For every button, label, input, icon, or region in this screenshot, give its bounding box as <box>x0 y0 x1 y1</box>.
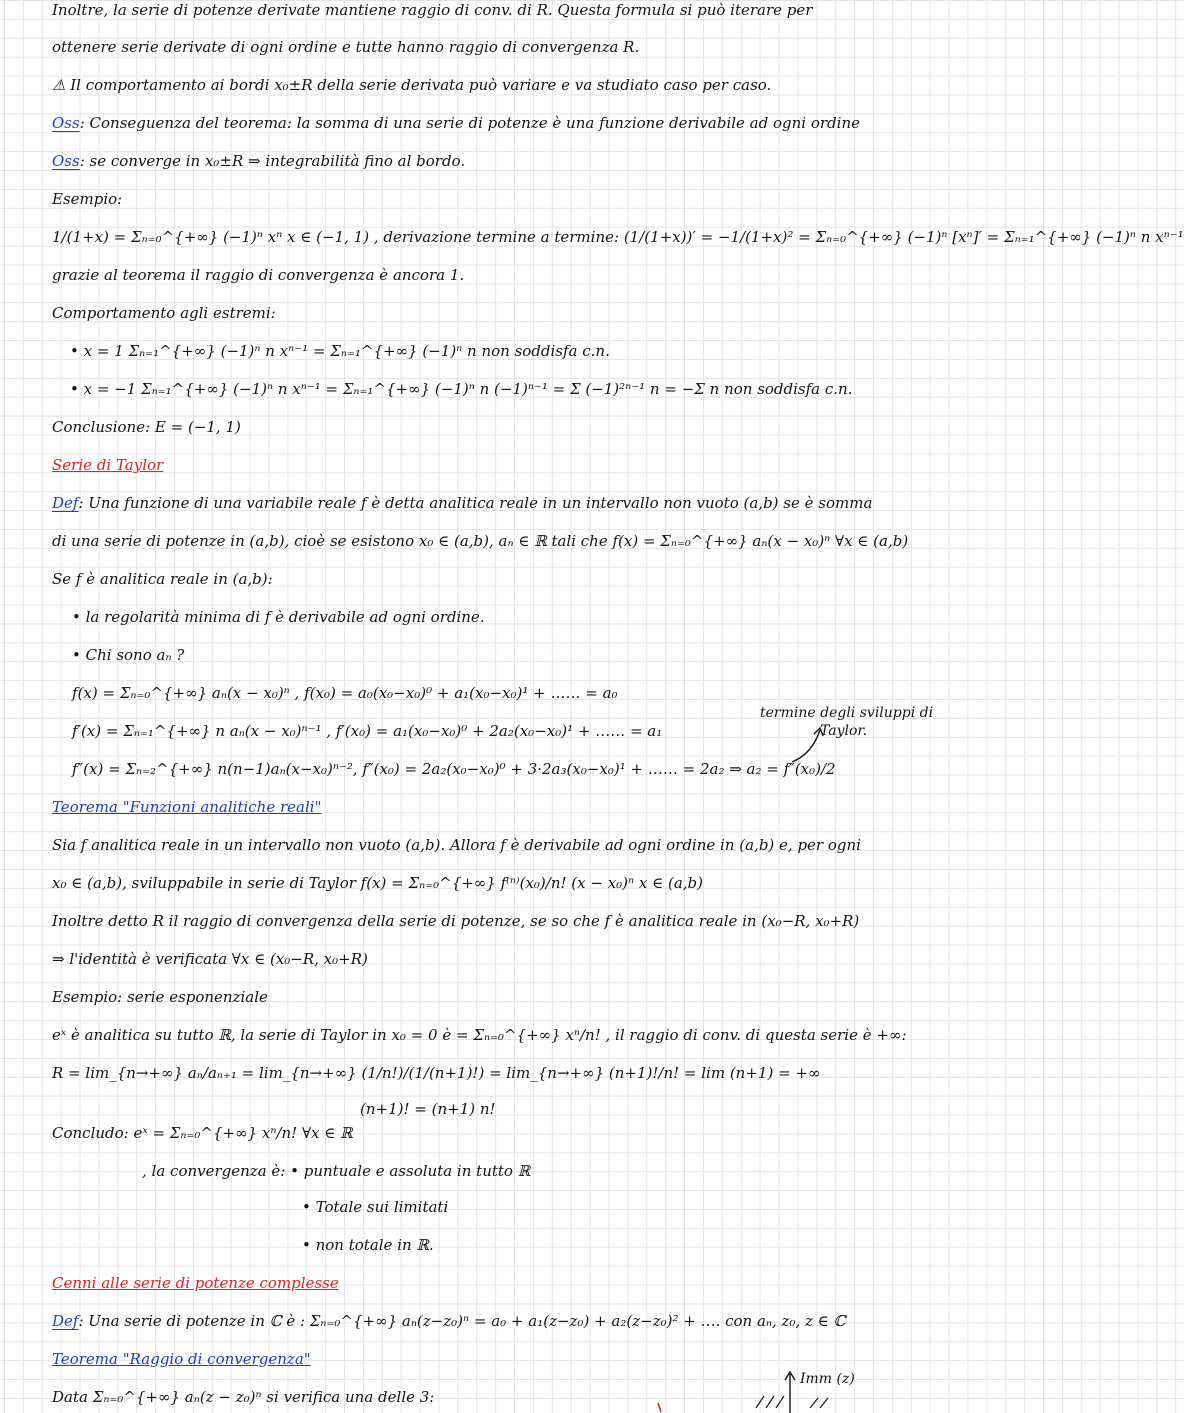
note-text: f(x) = Σₙ₌₀^{+∞} aₙ(x − x₀)ⁿ , f(x₀) = a₀(x₀−x₀)⁰ + a₁(x₀−x₀)¹ + …… = a₀ <box>72 684 618 702</box>
note-text: Sia f analitica reale in un intervallo non vuoto (a,b). Allora f è derivabile ad ogni ordine in (a,b) e, per ogni <box>52 836 861 854</box>
note-line-l37 <box>52 1350 311 1368</box>
label-def: Def <box>52 494 79 512</box>
note-text: (n+1)! = (n+1) n! <box>360 1100 496 1118</box>
taylor-note-arrow <box>790 724 830 764</box>
taylor-note-line1: termine degli sviluppi di <box>760 705 934 721</box>
note-text: , la convergenza è: • puntuale e assoluta in tutto ℝ <box>142 1162 531 1180</box>
note-text: ⚠ Il comportamento ai bordi x₀±R della serie derivata può variare e va studiato caso per caso. <box>52 76 772 94</box>
note-line-l24 <box>52 874 703 892</box>
note-line-l36 <box>52 1312 845 1330</box>
note-line-l18 <box>72 646 184 664</box>
red-mark <box>655 1402 665 1413</box>
note-text: Conclusione: E = (−1, 1) <box>52 418 241 436</box>
note-line-l38 <box>52 1388 434 1406</box>
note-line-l07 <box>52 228 1184 246</box>
note-text: di una serie di potenze in (a,b), cioè se esistono x₀ ∈ (a,b), aₙ ∈ ℝ tali che f(x) = Σₙ₌₀^{+∞} aₙ(x − x₀)ⁿ ∀x ∈ (a,b) <box>52 532 909 550</box>
note-text: : Una funzione di una variabile reale f è detta analitica reale in un intervallo non vuoto (a,b) se è somma <box>78 494 873 512</box>
note-line-l11 <box>70 380 852 398</box>
note-line-l29 <box>52 1064 820 1082</box>
note-text: : Conseguenza del teorema: la somma di una serie di potenze è una funzione derivabile ad ogni ordine <box>79 114 860 132</box>
note-line-l26 <box>52 950 368 968</box>
note-text: R = lim_{n→+∞} aₙ/aₙ₊₁ = lim_{n→+∞} (1/n!)/(1/(n+1)!) = lim_{n→+∞} (n+1)!/n! = lim (n+1) = +∞ <box>52 1064 821 1082</box>
note-line-l34 <box>302 1236 434 1254</box>
note-text: : se converge in x₀±R ⇒ integrabilità fino al bordo. <box>79 152 466 170</box>
note-line-l04 <box>52 114 860 132</box>
note-text: Esempio: serie esponenziale <box>52 988 268 1006</box>
imm-z-label: Imm (z) <box>800 1371 855 1387</box>
note-text: f″(x) = Σₙ₌₂^{+∞} n(n−1)aₙ(x−x₀)ⁿ⁻², f″(x₀) = 2a₂(x₀−x₀)⁰ + 3·2a₃(x₀−x₀)¹ + …… = 2a₂ ⇒ a₂ = f″(x₀)/2 <box>72 760 836 778</box>
note-text: Inoltre detto R il raggio di convergenza della serie di potenze, se so che f è analitica reale in (x₀−R, x₀+R) <box>52 912 860 930</box>
note-text: • x = −1 Σₙ₌₁^{+∞} (−1)ⁿ n xⁿ⁻¹ = Σₙ₌₁^{+∞} (−1)ⁿ n (−1)ⁿ⁻¹ = Σ (−1)²ⁿ⁻¹ n = −Σ n non soddisfa c.n. <box>70 380 853 398</box>
note-text: Esempio: <box>52 190 123 208</box>
note-text: Data Σₙ₌₀^{+∞} aₙ(z − z₀)ⁿ si verifica una delle 3: <box>52 1388 435 1406</box>
note-text: • Chi sono aₙ ? <box>72 646 185 664</box>
note-text: • x = 1 Σₙ₌₁^{+∞} (−1)ⁿ n xⁿ⁻¹ = Σₙ₌₁^{+∞} (−1)ⁿ n non soddisfa c.n. <box>70 342 610 360</box>
note-line-l21 <box>72 760 836 778</box>
note-line-l16 <box>52 570 273 588</box>
note-line-l08 <box>52 266 464 284</box>
note-text: • la regolarità minima di f è derivabile ad ogni ordine. <box>72 608 485 626</box>
note-line-l31 <box>52 1124 353 1142</box>
note-line-l15 <box>52 532 908 550</box>
note-text: • Totale sui limitati <box>302 1198 449 1216</box>
note-line-l28 <box>52 1026 907 1044</box>
note-text: f′(x) = Σₙ₌₁^{+∞} n aₙ(x − x₀)ⁿ⁻¹ , f′(x₀) = a₁(x₀−x₀)⁰ + 2a₂(x₀−x₀)¹ + …… = a₁ <box>72 722 663 740</box>
note-line-l05 <box>52 152 465 170</box>
note-line-l12 <box>52 418 241 436</box>
note-text: Comportamento agli estremi: <box>52 304 276 322</box>
note-line-l25 <box>52 912 859 930</box>
note-text: eˣ è analitica su tutto ℝ, la serie di Taylor in x₀ = 0 è = Σₙ₌₀^{+∞} xⁿ/n! , il raggio di conv. di questa serie è +∞: <box>52 1026 907 1044</box>
note-line-l17 <box>72 608 485 626</box>
note-text: : Una serie di potenze in ℂ è : Σₙ₌₀^{+∞} aₙ(z−z₀)ⁿ = a₀ + a₁(z−z₀) + a₂(z−z₀)² + …. con aₙ, z₀, z ∈ ℂ <box>78 1312 846 1330</box>
note-text: Inoltre, la serie di potenze derivate mantiene raggio di conv. di R. Questa formula si può iterare per <box>52 1 813 19</box>
label-oss: Oss <box>52 114 80 132</box>
note-line-l19 <box>72 684 618 702</box>
label-oss: Oss <box>52 152 80 170</box>
note-text: ottenere serie derivate di ogni ordine e tutte hanno raggio di convergenza R. <box>52 38 640 56</box>
note-text: x₀ ∈ (a,b), sviluppabile in serie di Taylor f(x) = Σₙ₌₀^{+∞} f⁽ⁿ⁾(x₀)/n! (x − x₀)ⁿ x ∈ (a,b) <box>52 874 703 892</box>
note-text: Se f è analitica reale in (a,b): <box>52 570 273 588</box>
note-line-l03 <box>52 76 771 94</box>
note-line-l30 <box>360 1100 496 1118</box>
note-line-l20 <box>72 722 662 740</box>
note-line-l02 <box>52 38 639 56</box>
note-text: Serie di Taylor <box>52 456 164 474</box>
note-line-l06 <box>52 190 122 208</box>
note-text: ⇒ l'identità è verificata ∀x ∈ (x₀−R, x₀+R) <box>52 950 368 968</box>
note-line-l32 <box>142 1162 530 1180</box>
note-line-l22 <box>52 798 321 816</box>
note-line-l23 <box>52 836 861 854</box>
note-line-l13 <box>52 456 163 474</box>
note-line-l01 <box>52 1 812 19</box>
note-text: 1/(1+x) = Σₙ₌₀^{+∞} (−1)ⁿ xⁿ x ∈ (−1, 1) , derivazione termine a termine: (1/(1+x))′ = −1/(1+x)² = Σₙ₌₀^{+∞} (−1)ⁿ [xⁿ]′ = Σₙ₌₁^{+∞} (−1)ⁿ n xⁿ⁻¹ <box>52 228 1184 246</box>
note-line-l33 <box>302 1198 448 1216</box>
note-text: • non totale in ℝ. <box>302 1236 434 1254</box>
note-line-l09 <box>52 304 276 322</box>
note-text: Cenni alle serie di potenze complesse <box>52 1274 339 1292</box>
note-line-l14 <box>52 494 872 512</box>
note-text: grazie al teorema il raggio di convergenza è ancora 1. <box>52 266 465 284</box>
note-text: Teorema "Funzioni analitiche reali" <box>52 798 322 816</box>
note-line-l27 <box>52 988 268 1006</box>
note-text: Teorema "Raggio di convergenza" <box>52 1350 311 1368</box>
note-text: Concludo: eˣ = Σₙ₌₀^{+∞} xⁿ/n! ∀x ∈ ℝ <box>52 1124 353 1142</box>
note-line-l10 <box>70 342 610 360</box>
label-def: Def <box>52 1312 79 1330</box>
taylor-note-line2: Taylor. <box>820 723 868 739</box>
note-line-l35 <box>52 1274 339 1292</box>
